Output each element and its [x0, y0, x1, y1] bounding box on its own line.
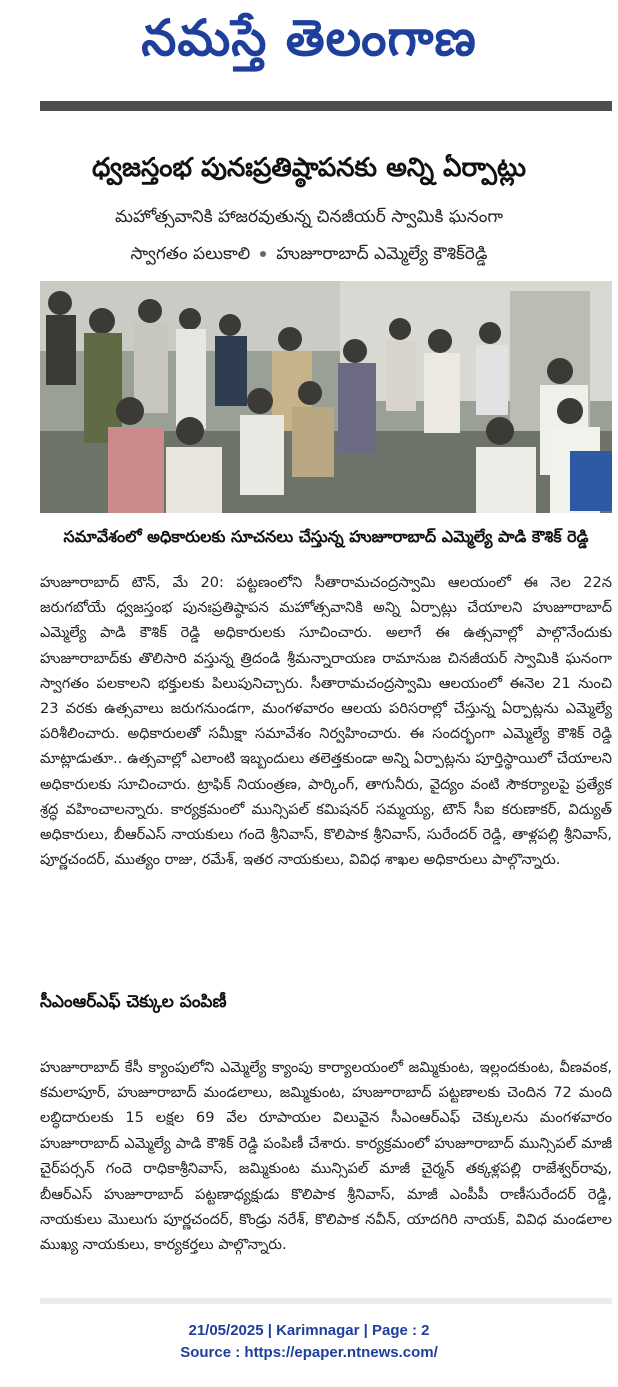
article-body-2 [40, 1040, 612, 1272]
newspaper-logo: నమస్తే తెలంగాణ [141, 9, 477, 67]
body-paragraph-1: హుజూరాబాద్ టౌన్, మే 20: పట్టణంలోని సీతారామచంద్రస్వామి ఆలయంలో ఈ నెల 22న జరుగబోయే ధ్వజస్తంభ పునఃప్రతిష్ఠాపన మహోత్సవానికి అన్ని ఏర్పాట్లు చేయాలని హుజూరాబాద్ ఎమ్మెల్యే పాడి కౌశిక్ రెడ్డి అధికారులకు సూచించారు. అలాగే ఈ ఉత్సవాల్లో పాల్గొనేందుకు హుజూరాబాద్‌కు తొలిసారి వస్తున్న త్రిదండి శ్రీమన్నారాయణ రామానుజ చినజీయర్ స్వామికి ఘనంగా స్వాగతం పలకాలని భక్తులకు పిలుపునిచ్చారు. సీతారామచంద్రస్వామి ఆలయంలో ఈనెల 21 నుంచి 23 వరకు ఉత్సవాలు జరుగనుండగా, మంగళవారం ఆలయ పరిసరాల్లో చేస్తున్న ఏర్పాట్లను ఎమ్మెల్యే పరిశీలించారు. అధికారులతో సమీక్షా సమావేశం నిర్వహించారు. ఈ సందర్భంగా ఎమ్మెల్యే కౌశిక్ రెడ్డి మాట్లాడుతూ.. ఉత్సవాల్లో ఎలాంటి ఇబ్బందులు తలెత్తకుండా అన్ని ఏర్పాట్లను పూర్తిస్థాయిలో చేయాలని అధికారులకు సూచించారు. ట్రాఫిక్ నియంత్రణ, పార్కింగ్, తాగునీరు, వైద్యం వంటి సౌకర్యాలపై ప్రత్యేక శ్రద్ధ వహించాలన్నారు. కార్యక్రమంలో మున్సిపల్ కమిషనర్ సమ్మయ్య, టౌన్ సీఐ కరుణాకర్, విద్యుత్ అధికారులు, బీఆర్ఎస్ నాయకులు గందె శ్రీనివాస్, కొలిపాక శ్రీనివాస్, సురేందర్ రెడ్డి, తాళ్లపల్లి శ్రీనివాస్, పూర్ణచందర్, ముత్యం రాజు, రమేశ్, ఇతర నాయకులు, వివిధ శాఖల అధికారులు పాల్గొన్నారు. [40, 574, 612, 869]
article-subhead-line1: మహోత్సవానికి హాజరవుతున్న చినజీయర్ స్వామికి ఘనంగా [114, 207, 503, 227]
article-photo [40, 281, 612, 513]
article-subheading: సీఎంఆర్ఎఫ్ చెక్కుల పంపిణీ [40, 992, 227, 1012]
subhead-part-a: స్వాగతం పలుకాలి [130, 244, 251, 264]
photo-caption: సమావేశంలో అధికారులకు సూచనలు చేస్తున్న హుజూరాబాద్ ఎమ్మెల్యే పాడి కౌశిక్ రెడ్డి [63, 527, 589, 546]
edition-info: 21/05/2025 | Karimnagar | Page : 2 [188, 1322, 430, 1339]
masthead [0, 0, 618, 105]
masthead-rule [40, 101, 612, 111]
subhead-part-b: హుజూరాబాద్ ఎమ్మెల్యే కౌశిక్‌రెడ్డి [276, 244, 488, 264]
article-headline: ధ్వజస్తంభ పునఃప్రతిష్ఠాపనకు అన్ని ఏర్పాట్లు [91, 153, 527, 183]
body-paragraph-2: హుజూరాబాద్ కేసీ క్యాంపులోని ఎమ్మెల్యే క్యాంపు కార్యాలయంలో జమ్మికుంట, ఇల్లందకుంట, వీణవంక, కమలాపూర్, హుజూరాబాద్ మండలాలు, జమ్మికుంట, హుజూరాబాద్ పట్టణాలకు చెందిన 72 మంది లబ్ధిదారులకు 15 లక్షల 69 వేల రూపాయల విలువైన సీఎంఆర్ఎఫ్ చెక్కులను మంగళవారం హుజూరాబాద్ ఎమ్మెల్యే పాడి కౌశిక్ రెడ్డి పంపిణీ చేశారు. కార్యక్రమంలో హుజూరాబాద్ మున్సిపల్ మాజీ చైర్‌పర్సన్ గందె రాధికాశ్రీనివాస్, జమ్మికుంట మున్సిపల్ మాజీ చైర్మన్ తక్కళ్లపల్లి రాజేశ్వర్‌రావు, బీఆర్ఎస్ హుజూరాబాద్ పట్టణాధ్యక్షుడు కొలిపాక శ్రీనివాస్, మాజీ ఎంపీపీ రాణీసురేందర్ రెడ్డి, నాయకులు మొలుగు పూర్ణచందర్, కొండ్రు నరేశ్, కొలిపాక నవీన్, యాదగిరి నాయక్, వివిధ మండలాల ముఖ్య నాయకులు, కార్యకర్తలు పాల్గొన్నారు. [40, 1058, 612, 1254]
footer-rule [40, 1298, 612, 1304]
bullet-icon [260, 251, 266, 257]
meeting-photo-illustration [40, 281, 612, 513]
source-link[interactable]: Source : https://epaper.ntnews.com/ [180, 1344, 438, 1361]
article-body [40, 570, 612, 872]
article-subhead-line2 [10, 242, 608, 266]
